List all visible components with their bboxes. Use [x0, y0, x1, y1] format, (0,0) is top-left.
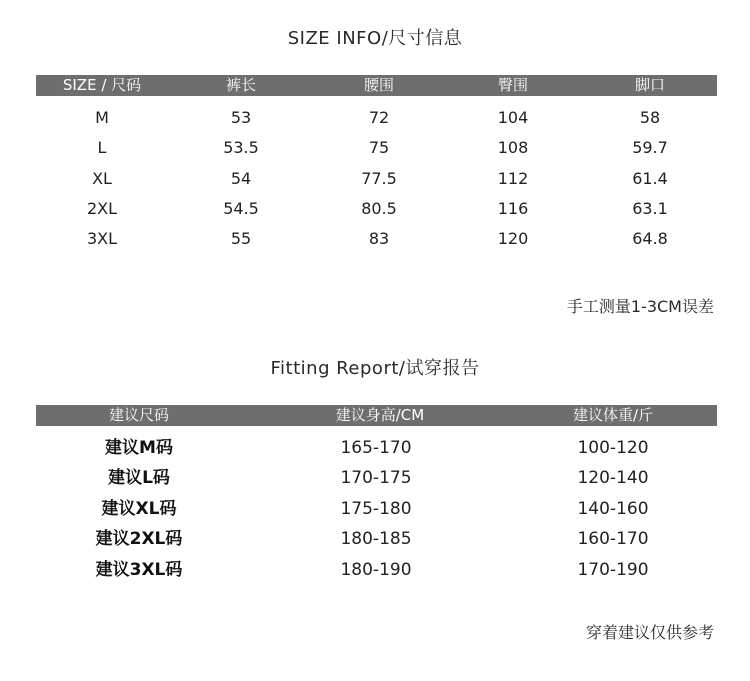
leg-opening-cell: 61.4 [632, 169, 668, 188]
leg-opening-cell: 59.7 [632, 138, 668, 157]
header-waist: 腰围 [363, 76, 395, 94]
recommended-size-cell: 建议XL码 [101, 499, 177, 519]
fitting-row-l [0, 466, 750, 490]
height-cell: 180-190 [340, 560, 412, 580]
height-cell: 180-185 [340, 529, 412, 549]
leg-opening-cell: 64.8 [632, 229, 668, 248]
header-size: SIZE / 尺码 [62, 76, 142, 94]
waist-cell: 77.5 [361, 169, 397, 188]
size-row-l [0, 136, 750, 160]
header-recommended-size: 建议尺码 [108, 406, 170, 424]
length-cell: 54 [230, 169, 252, 188]
height-cell: 165-170 [340, 438, 412, 458]
header-recommended-weight: 建议体重/斤 [572, 406, 654, 424]
header-leg-opening: 脚口 [634, 76, 666, 94]
weight-cell: 140-160 [577, 499, 649, 519]
fitting-row-xl [0, 497, 750, 521]
waist-cell: 75 [368, 138, 390, 157]
hip-cell: 112 [497, 169, 529, 188]
leg-opening-cell: 63.1 [632, 199, 668, 218]
hip-cell: 120 [497, 229, 529, 248]
weight-cell: 120-140 [577, 468, 649, 488]
recommended-size-cell: 建议M码 [105, 438, 173, 458]
waist-cell: 83 [368, 229, 390, 248]
header-length: 裤长 [225, 76, 257, 94]
length-cell: 53.5 [223, 138, 259, 157]
waist-cell: 80.5 [361, 199, 397, 218]
measurement-note: 手工测量1-3CM误差 [566, 297, 714, 316]
header-recommended-height: 建议身高/CM [335, 406, 425, 424]
size-cell: L [97, 138, 107, 157]
length-cell: 55 [230, 229, 252, 248]
weight-cell: 100-120 [577, 438, 649, 458]
size-row-xl [0, 167, 750, 191]
recommended-size-cell: 建议L码 [108, 468, 170, 488]
fitting-row-m [0, 436, 750, 460]
size-table-header [36, 75, 717, 96]
size-cell: 2XL [86, 199, 118, 218]
size-cell: 3XL [86, 229, 118, 248]
height-cell: 170-175 [340, 468, 412, 488]
length-cell: 54.5 [223, 199, 259, 218]
fitting-table-header [36, 405, 717, 426]
height-cell: 175-180 [340, 499, 412, 519]
weight-cell: 170-190 [577, 560, 649, 580]
fitting-report-title: Fitting Report/试穿报告 [270, 358, 480, 379]
size-cell: XL [92, 169, 112, 188]
size-row-m [0, 106, 750, 130]
size-row-2xl [0, 197, 750, 221]
fitting-note: 穿着建议仅供参考 [585, 623, 714, 642]
hip-cell: 104 [497, 108, 529, 127]
size-info-title: SIZE INFO/尺寸信息 [287, 28, 463, 49]
size-cell: M [95, 108, 109, 127]
recommended-size-cell: 建议3XL码 [95, 560, 183, 580]
size-row-3xl [0, 227, 750, 251]
header-hip: 臀围 [497, 76, 529, 94]
recommended-size-cell: 建议2XL码 [95, 529, 183, 549]
fitting-row-3xl [0, 558, 750, 582]
waist-cell: 72 [368, 108, 390, 127]
weight-cell: 160-170 [577, 529, 649, 549]
length-cell: 53 [230, 108, 252, 127]
fitting-row-2xl [0, 527, 750, 551]
hip-cell: 108 [497, 138, 529, 157]
hip-cell: 116 [497, 199, 529, 218]
leg-opening-cell: 58 [639, 108, 661, 127]
